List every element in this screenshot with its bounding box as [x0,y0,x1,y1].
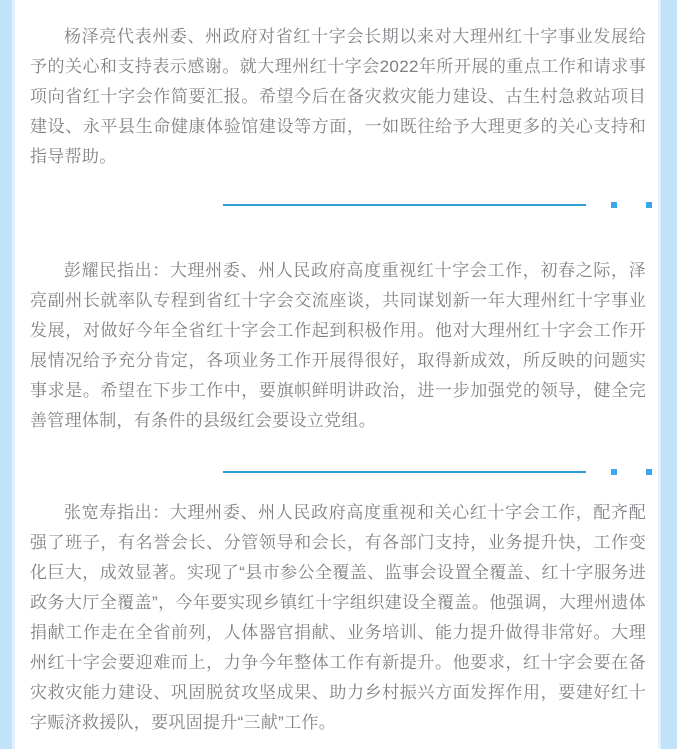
divider-square-icon [646,202,652,208]
divider-line [223,471,586,473]
article-paragraph-1: 杨泽亮代表州委、州政府对省红十字会长期以来对大理州红十字事业发展给予的关心和支持表示感谢。就大理州红十字会2022年所开展的重点工作和请求事项向省红十字会作简要汇报。希望今后在备灾救灾能力建设、古生村急救站项目建设、永平县生命健康体验馆建设等方面，一如既往给予大理更多的关心支持和指导帮助。 [30,27,646,166]
article-paragraph-2: 彭耀民指出：大理州委、州人民政府高度重视红十字会工作，初春之际，泽亮副州长就率队专程到省红十字会交流座谈，共同谋划新一年大理州红十字事业发展，对做好今年全省红十字会工作起到积极作用。他对大理州红十字会工作开展情况给予充分肯定，各项业务工作开展得很好，取得新成效，所反映的问题实事求是。希望在下步工作中，要旗帜鲜明讲政治，进一步加强党的领导，健全完善管理体制，有条件的县级红会要设立党组。 [30,261,646,430]
divider-line [223,204,586,206]
divider-square-icon [611,469,617,475]
section-divider-2 [30,469,646,476]
right-border-strip [658,0,677,749]
left-border-strip [0,0,15,749]
divider-square-icon [646,469,652,475]
article-content [15,0,658,738]
article-paragraph-3: 张宽寿指出：大理州委、州人民政府高度重视和关心红十字会工作，配齐配强了班子，有名誉会长、分管领导和会长，有各部门支持，业务提升快，工作变化巨大，成效显著。实现了“县市参公全覆盖、监事会设置全覆盖、红十字服务进政务大厅全覆盖”，今年要实现乡镇红十字组织建设全覆盖。他强调，大理州遗体捐献工作走在全省前列，人体器官捐献、业务培训、能力提升做得非常好。大理州红十字会要迎难而上，力争今年整体工作有新提升。他要求，红十字会要在备灾救灾能力建设、巩固脱贫攻坚成果、助力乡村振兴方面发挥作用，要建好红十字赈济救援队，要巩固提升“三献”工作。 [30,503,646,732]
section-divider-1 [30,202,646,209]
divider-square-icon [611,202,617,208]
